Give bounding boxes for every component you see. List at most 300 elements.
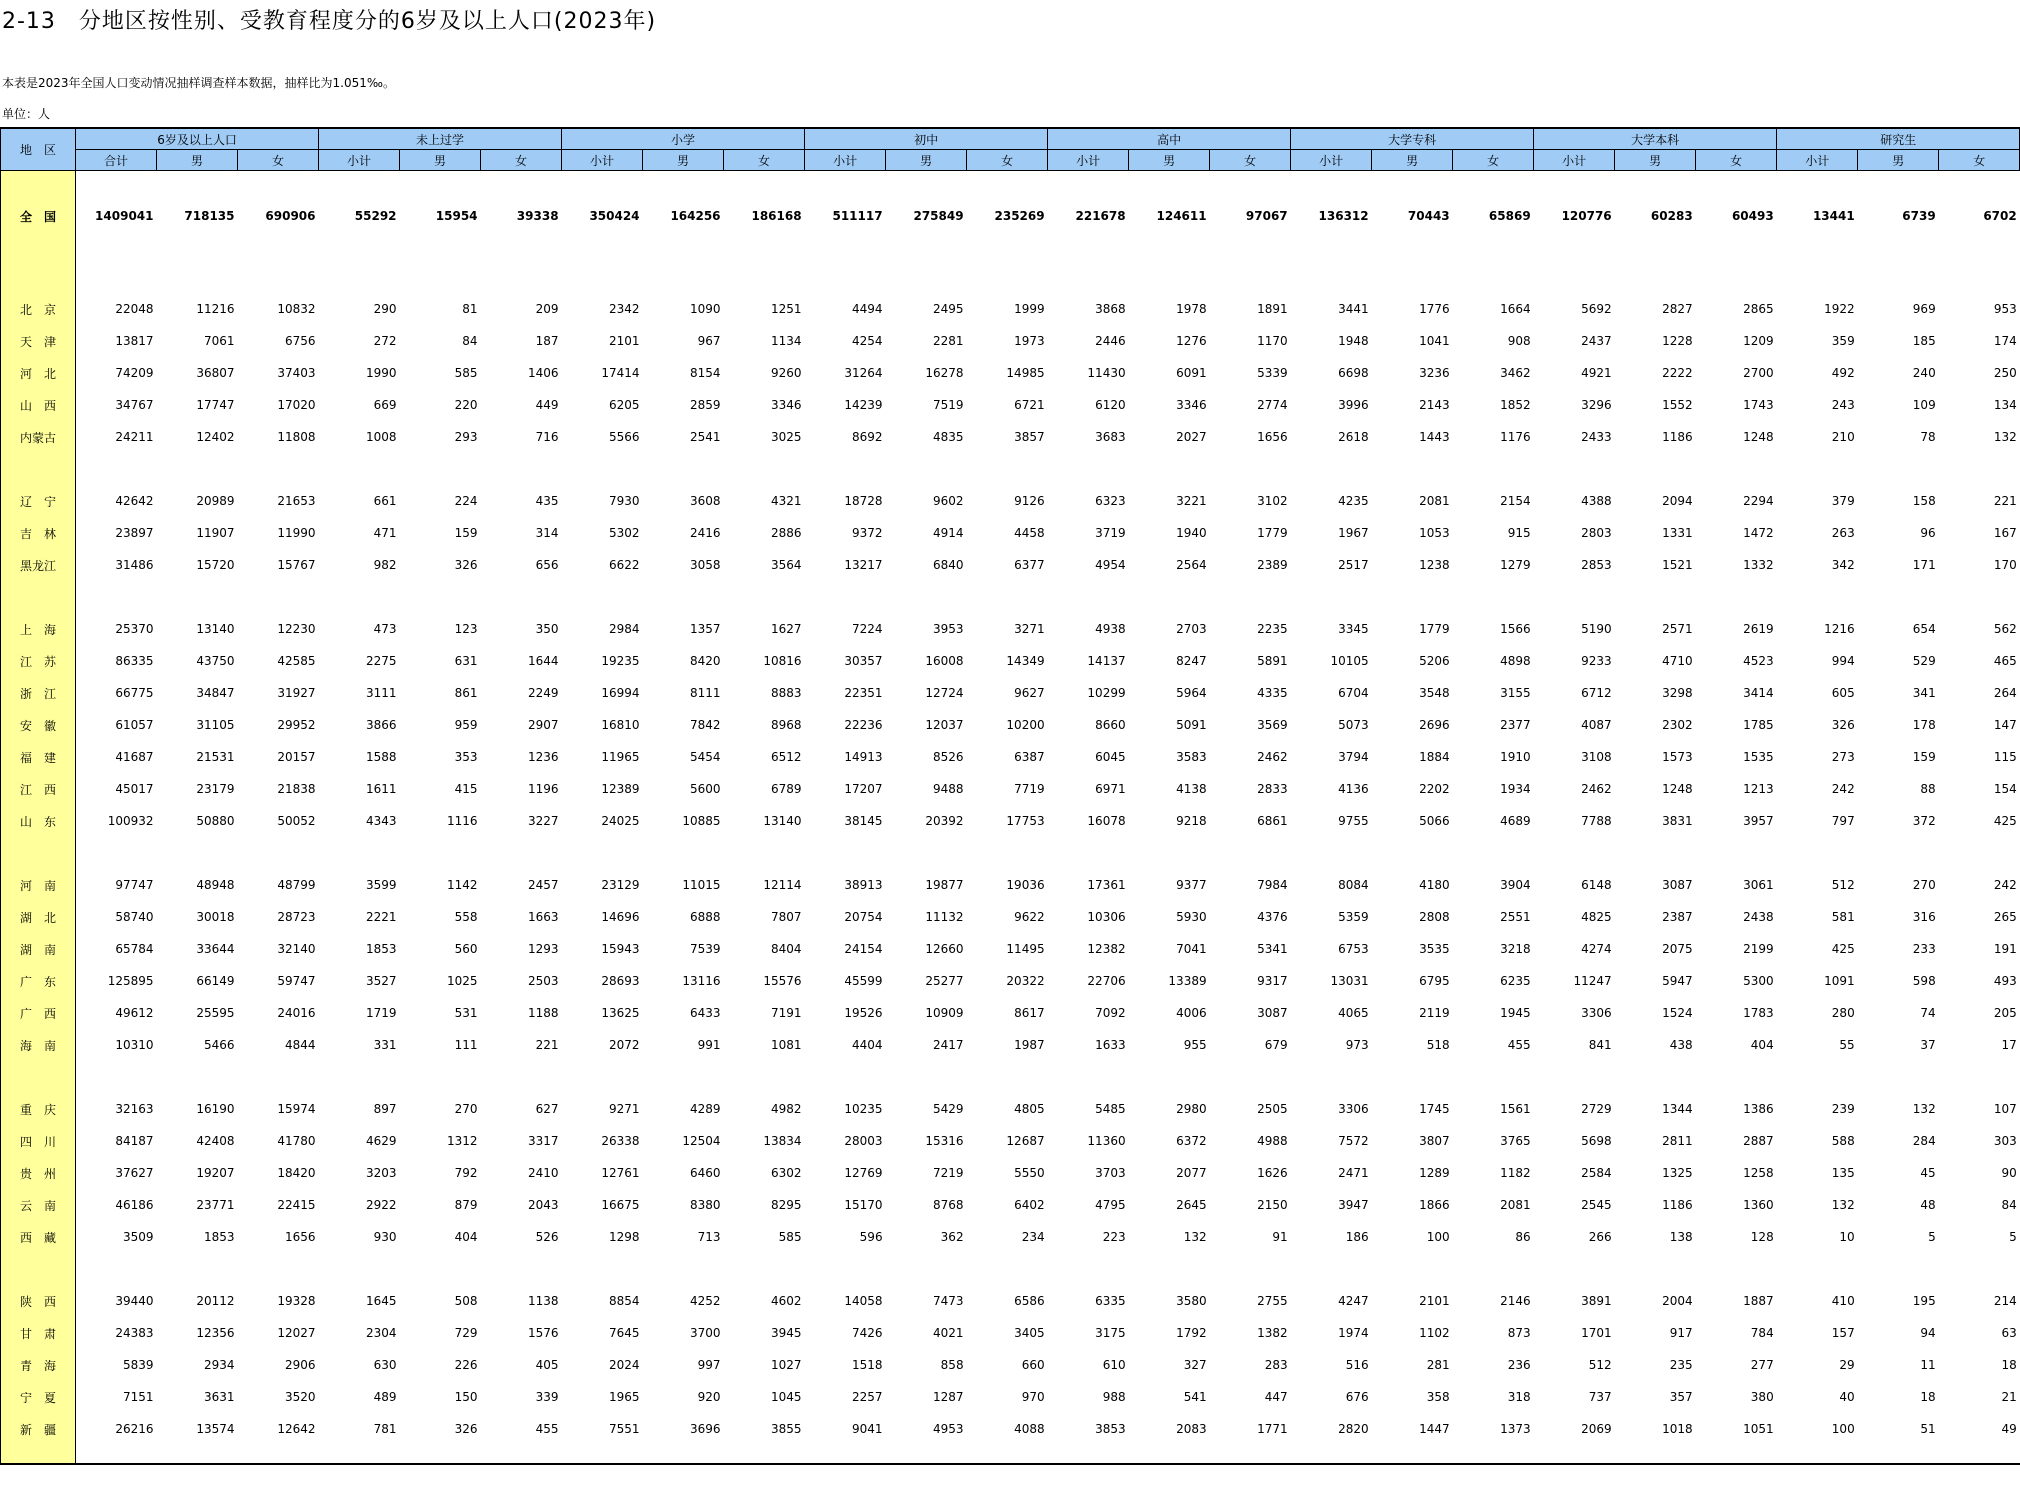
value-cell: 2446 xyxy=(1095,334,1126,348)
value-cell: 4954 xyxy=(1095,558,1126,572)
region-cell: 广 西 xyxy=(1,997,76,1029)
spacer-row xyxy=(1,1445,2020,1464)
value-cell: 4795 xyxy=(1095,1198,1126,1212)
value-cell: 679 xyxy=(1264,1038,1288,1052)
region-cell xyxy=(1,1061,76,1093)
value-cell: 350 xyxy=(535,622,559,636)
value-cell: 6712 xyxy=(1581,686,1612,700)
value-cell: 1922 xyxy=(1824,302,1855,316)
value-cell: 8295 xyxy=(771,1198,802,1212)
region-cell: 北 京 xyxy=(1,293,76,325)
value-cell: 1999 xyxy=(1014,302,1045,316)
value-cell: 94 xyxy=(1920,1326,1936,1340)
value-cell: 2081 xyxy=(1419,494,1450,508)
value-cell: 11360 xyxy=(1087,1134,1126,1148)
value-cell: 15720 xyxy=(196,558,235,572)
value-cell: 2154 xyxy=(1500,494,1531,508)
value-cell: 3857 xyxy=(1014,430,1045,444)
value-cell: 425 xyxy=(1993,814,2017,828)
value-cell: 28003 xyxy=(844,1134,883,1148)
value-cell: 3696 xyxy=(690,1422,721,1436)
value-cell: 187 xyxy=(535,334,559,348)
sub-header: 女 xyxy=(967,150,1048,171)
value-cell: 9260 xyxy=(771,366,802,380)
value-cell: 6888 xyxy=(690,910,721,924)
group-header: 大学专科 xyxy=(1291,128,1534,150)
value-cell: 174 xyxy=(1993,334,2017,348)
value-cell: 3583 xyxy=(1176,750,1207,764)
value-cell: 15576 xyxy=(763,974,802,988)
value-cell: 3520 xyxy=(284,1390,316,1404)
value-cell: 1472 xyxy=(1743,526,1774,540)
value-cell: 2696 xyxy=(1419,718,1450,732)
value-cell: 11132 xyxy=(925,910,964,924)
value-cell: 2811 xyxy=(1662,1134,1693,1148)
value-cell: 233 xyxy=(1912,942,1936,956)
value-cell: 1331 xyxy=(1662,526,1693,540)
value-cell: 5550 xyxy=(1014,1166,1045,1180)
value-cell: 167 xyxy=(1993,526,2017,540)
value-cell: 630 xyxy=(373,1358,397,1372)
value-cell: 1743 xyxy=(1743,398,1774,412)
value-cell: 660 xyxy=(1021,1358,1045,1372)
value-cell: 9755 xyxy=(1338,814,1369,828)
value-cell: 953 xyxy=(1993,302,2017,316)
value-cell: 48 xyxy=(1920,1198,1936,1212)
value-cell: 492 xyxy=(1831,366,1855,380)
table-row xyxy=(1,869,2020,901)
value-cell: 25595 xyxy=(196,1006,235,1020)
empty-cell xyxy=(76,453,2020,485)
value-cell: 6739 xyxy=(1902,209,1936,223)
value-cell: 24154 xyxy=(844,942,883,956)
group-header: 6岁及以上人口 xyxy=(76,128,319,150)
value-cell: 17361 xyxy=(1087,878,1126,892)
value-cell: 1196 xyxy=(528,782,559,796)
value-cell: 6302 xyxy=(771,1166,802,1180)
value-cell: 661 xyxy=(373,494,397,508)
value-cell: 1287 xyxy=(933,1390,964,1404)
value-cell: 2075 xyxy=(1662,942,1693,956)
value-cell: 37 xyxy=(1920,1038,1936,1052)
value-cell: 17414 xyxy=(601,366,640,380)
value-cell: 20392 xyxy=(925,814,964,828)
value-cell: 2853 xyxy=(1581,558,1612,572)
value-cell: 6091 xyxy=(1176,366,1207,380)
value-cell: 2094 xyxy=(1662,494,1693,508)
table-row xyxy=(1,1285,2020,1317)
value-cell: 6402 xyxy=(1014,1198,1045,1212)
page-title: 2-13 分地区按性别、受教育程度分的6岁及以上人口(2023年) xyxy=(2,9,657,34)
value-cell: 3945 xyxy=(771,1326,802,1340)
value-cell: 55292 xyxy=(354,209,397,223)
value-cell: 6335 xyxy=(1095,1294,1126,1308)
value-cell: 1588 xyxy=(365,750,397,764)
value-cell: 1771 xyxy=(1257,1422,1288,1436)
value-cell: 1576 xyxy=(528,1326,559,1340)
value-cell: 273 xyxy=(1831,750,1855,764)
value-cell: 447 xyxy=(1264,1390,1288,1404)
value-cell: 359 xyxy=(1831,334,1855,348)
value-cell: 3236 xyxy=(1419,366,1450,380)
value-cell: 9602 xyxy=(933,494,964,508)
header-row-sub xyxy=(1,150,2020,171)
value-cell: 55 xyxy=(1839,1038,1855,1052)
value-cell: 5206 xyxy=(1419,654,1450,668)
sub-header: 小计 xyxy=(805,150,886,171)
value-cell: 9218 xyxy=(1176,814,1207,828)
value-cell: 132 xyxy=(1912,1102,1936,1116)
value-cell: 65784 xyxy=(115,942,154,956)
sub-header: 男 xyxy=(1858,150,1939,171)
value-cell: 1409041 xyxy=(95,209,154,223)
value-cell: 14696 xyxy=(601,910,640,924)
value-cell: 41687 xyxy=(115,750,154,764)
value-cell: 11430 xyxy=(1087,366,1126,380)
value-cell: 21531 xyxy=(196,750,235,764)
value-cell: 15767 xyxy=(277,558,316,572)
value-cell: 5600 xyxy=(690,782,721,796)
value-cell: 8768 xyxy=(933,1198,964,1212)
value-cell: 1664 xyxy=(1500,302,1531,316)
value-cell: 1186 xyxy=(1662,430,1693,444)
value-cell: 879 xyxy=(454,1198,478,1212)
value-cell: 13574 xyxy=(196,1422,235,1436)
value-cell: 2703 xyxy=(1176,622,1207,636)
value-cell: 676 xyxy=(1345,1390,1369,1404)
value-cell: 7788 xyxy=(1581,814,1612,828)
value-cell: 1663 xyxy=(528,910,559,924)
region-cell: 海 南 xyxy=(1,1029,76,1061)
value-cell: 2833 xyxy=(1257,782,1288,796)
value-cell: 314 xyxy=(535,526,559,540)
value-cell: 66775 xyxy=(115,686,154,700)
value-cell: 2235 xyxy=(1257,622,1288,636)
value-cell: 9488 xyxy=(933,782,964,796)
value-cell: 1081 xyxy=(771,1038,802,1052)
value-cell: 581 xyxy=(1831,910,1855,924)
value-cell: 284 xyxy=(1912,1134,1936,1148)
value-cell: 2221 xyxy=(365,910,397,924)
value-cell: 25277 xyxy=(925,974,964,988)
value-cell: 3719 xyxy=(1095,526,1126,540)
value-cell: 290 xyxy=(373,302,397,316)
value-cell: 7807 xyxy=(771,910,802,924)
value-cell: 136312 xyxy=(1318,209,1369,223)
table-row xyxy=(1,805,2020,837)
value-cell: 415 xyxy=(454,782,478,796)
value-cell: 1251 xyxy=(771,302,802,316)
value-cell: 654 xyxy=(1912,622,1936,636)
value-cell: 220 xyxy=(454,398,478,412)
value-cell: 18 xyxy=(1920,1390,1936,1404)
value-cell: 28723 xyxy=(277,910,316,924)
value-cell: 511117 xyxy=(832,209,883,223)
value-cell: 2729 xyxy=(1581,1102,1612,1116)
value-cell: 4343 xyxy=(365,814,397,828)
value-cell: 3891 xyxy=(1581,1294,1612,1308)
value-cell: 1852 xyxy=(1500,398,1531,412)
value-cell: 7842 xyxy=(690,718,721,732)
sub-header: 小计 xyxy=(319,150,400,171)
value-cell: 8968 xyxy=(771,718,802,732)
value-cell: 61057 xyxy=(115,718,154,732)
value-cell: 49612 xyxy=(115,1006,154,1020)
value-cell: 5 xyxy=(2009,1230,2017,1244)
value-cell: 2101 xyxy=(609,334,640,348)
value-cell: 1884 xyxy=(1419,750,1450,764)
value-cell: 4835 xyxy=(933,430,964,444)
value-cell: 240 xyxy=(1912,366,1936,380)
empty-cell xyxy=(76,837,2020,869)
table-row xyxy=(1,293,2020,325)
value-cell: 1866 xyxy=(1419,1198,1450,1212)
value-cell: 4914 xyxy=(933,526,964,540)
value-cell: 7426 xyxy=(852,1326,883,1340)
value-cell: 132 xyxy=(1183,1230,1207,1244)
value-cell: 2077 xyxy=(1176,1166,1207,1180)
value-cell: 2437 xyxy=(1581,334,1612,348)
value-cell: 841 xyxy=(1588,1038,1612,1052)
value-cell: 19526 xyxy=(844,1006,883,1020)
value-cell: 1853 xyxy=(203,1230,235,1244)
value-cell: 13217 xyxy=(844,558,883,572)
value-cell: 1325 xyxy=(1662,1166,1693,1180)
value-cell: 6235 xyxy=(1500,974,1531,988)
value-cell: 272 xyxy=(373,334,397,348)
value-cell: 15974 xyxy=(277,1102,316,1116)
value-cell: 316 xyxy=(1912,910,1936,924)
value-cell: 270 xyxy=(454,1102,478,1116)
value-cell: 17747 xyxy=(196,398,235,412)
value-cell: 6698 xyxy=(1338,366,1369,380)
value-cell: 1779 xyxy=(1257,526,1288,540)
value-cell: 3108 xyxy=(1581,750,1612,764)
value-cell: 100932 xyxy=(107,814,154,828)
value-cell: 1611 xyxy=(365,782,397,796)
value-cell: 12027 xyxy=(277,1326,316,1340)
value-cell: 969 xyxy=(1912,302,1936,316)
value-cell: 8854 xyxy=(609,1294,640,1308)
value-cell: 1656 xyxy=(1257,430,1288,444)
value-cell: 3868 xyxy=(1095,302,1126,316)
value-cell: 982 xyxy=(373,558,397,572)
value-cell: 3509 xyxy=(122,1230,154,1244)
spacer-row xyxy=(1,1253,2020,1285)
value-cell: 14985 xyxy=(1006,366,1045,380)
value-cell: 15316 xyxy=(925,1134,964,1148)
value-cell: 4021 xyxy=(933,1326,964,1340)
value-cell: 7041 xyxy=(1176,942,1207,956)
region-cell: 湖 南 xyxy=(1,933,76,965)
value-cell: 915 xyxy=(1507,526,1531,540)
table-row xyxy=(1,901,2020,933)
value-cell: 10885 xyxy=(682,814,721,828)
value-cell: 4805 xyxy=(1014,1102,1045,1116)
value-cell: 22415 xyxy=(277,1198,316,1212)
value-cell: 1406 xyxy=(528,366,559,380)
value-cell: 36807 xyxy=(196,366,235,380)
value-cell: 2043 xyxy=(528,1198,559,1212)
value-cell: 3296 xyxy=(1581,398,1612,412)
region-cell: 吉 林 xyxy=(1,517,76,549)
unit-label: 单位：人 xyxy=(2,107,51,121)
value-cell: 2024 xyxy=(609,1358,640,1372)
value-cell: 100 xyxy=(1426,1230,1450,1244)
value-cell: 438 xyxy=(1669,1038,1693,1052)
value-cell: 23771 xyxy=(196,1198,235,1212)
value-cell: 5429 xyxy=(933,1102,964,1116)
value-cell: 585 xyxy=(778,1230,802,1244)
region-cell: 河 南 xyxy=(1,869,76,901)
value-cell: 22706 xyxy=(1087,974,1126,988)
value-cell: 1312 xyxy=(446,1134,478,1148)
value-cell: 1357 xyxy=(690,622,721,636)
value-cell: 29952 xyxy=(277,718,316,732)
value-cell: 1745 xyxy=(1419,1102,1450,1116)
value-cell: 45599 xyxy=(844,974,883,988)
value-cell: 6753 xyxy=(1338,942,1369,956)
value-cell: 96 xyxy=(1920,526,1936,540)
value-cell: 558 xyxy=(454,910,478,924)
value-cell: 12114 xyxy=(763,878,802,892)
value-cell: 5190 xyxy=(1581,622,1612,636)
value-cell: 111 xyxy=(454,1038,478,1052)
value-cell: 7930 xyxy=(609,494,640,508)
value-cell: 1443 xyxy=(1419,430,1450,444)
value-cell: 2417 xyxy=(933,1038,964,1052)
region-cell: 四 川 xyxy=(1,1125,76,1157)
value-cell: 147 xyxy=(1993,718,2017,732)
value-cell: 2906 xyxy=(284,1358,316,1372)
value-cell: 6205 xyxy=(609,398,640,412)
table-row xyxy=(1,357,2020,389)
value-cell: 6045 xyxy=(1095,750,1126,764)
value-cell: 11216 xyxy=(196,302,235,316)
value-cell: 209 xyxy=(535,302,559,316)
region-cell: 山 西 xyxy=(1,389,76,421)
value-cell: 797 xyxy=(1831,814,1855,828)
region-cell: 甘 肃 xyxy=(1,1317,76,1349)
value-cell: 6622 xyxy=(609,558,640,572)
value-cell: 4247 xyxy=(1338,1294,1369,1308)
value-cell: 2150 xyxy=(1257,1198,1288,1212)
value-cell: 1213 xyxy=(1743,782,1774,796)
value-cell: 158 xyxy=(1912,494,1936,508)
region-cell: 江 苏 xyxy=(1,645,76,677)
value-cell: 12642 xyxy=(277,1422,316,1436)
value-cell: 4321 xyxy=(771,494,802,508)
value-cell: 350424 xyxy=(589,209,640,223)
value-cell: 2119 xyxy=(1419,1006,1450,1020)
value-cell: 15170 xyxy=(844,1198,883,1212)
value-cell: 32140 xyxy=(277,942,316,956)
value-cell: 5359 xyxy=(1338,910,1369,924)
value-cell: 781 xyxy=(373,1422,397,1436)
value-cell: 97747 xyxy=(115,878,154,892)
value-cell: 920 xyxy=(697,1390,721,1404)
value-cell: 1138 xyxy=(528,1294,559,1308)
table-row xyxy=(1,709,2020,741)
value-cell: 897 xyxy=(373,1102,397,1116)
value-cell: 585 xyxy=(454,366,478,380)
value-cell: 3947 xyxy=(1338,1198,1369,1212)
region-header: 地 区 xyxy=(1,128,76,171)
value-cell: 91 xyxy=(1272,1230,1288,1244)
region-cell: 内蒙古 xyxy=(1,421,76,453)
value-cell: 2551 xyxy=(1500,910,1531,924)
value-cell: 2438 xyxy=(1743,910,1774,924)
value-cell: 5964 xyxy=(1176,686,1207,700)
empty-cell xyxy=(76,1061,2020,1093)
value-cell: 2302 xyxy=(1662,718,1693,732)
value-cell: 45 xyxy=(1920,1166,1936,1180)
value-cell: 30357 xyxy=(844,654,883,668)
spacer-row xyxy=(1,581,2020,613)
value-cell: 150 xyxy=(454,1390,478,1404)
value-cell: 4404 xyxy=(852,1038,883,1052)
value-cell: 16810 xyxy=(601,718,640,732)
value-cell: 341 xyxy=(1912,686,1936,700)
value-cell: 12402 xyxy=(196,430,235,444)
value-cell: 512 xyxy=(1588,1358,1612,1372)
value-cell: 14349 xyxy=(1006,654,1045,668)
value-cell: 1853 xyxy=(365,942,397,956)
value-cell: 6433 xyxy=(690,1006,721,1020)
value-cell: 84 xyxy=(2001,1198,2017,1212)
value-cell: 6377 xyxy=(1014,558,1045,572)
value-cell: 4006 xyxy=(1176,1006,1207,1020)
value-cell: 48799 xyxy=(277,878,316,892)
value-cell: 164256 xyxy=(670,209,721,223)
value-cell: 100 xyxy=(1831,1422,1855,1436)
value-cell: 18728 xyxy=(844,494,883,508)
value-cell: 2004 xyxy=(1662,1294,1693,1308)
table-row xyxy=(1,645,2020,677)
value-cell: 4088 xyxy=(1014,1422,1045,1436)
value-cell: 1934 xyxy=(1500,782,1531,796)
value-cell: 234 xyxy=(1021,1230,1045,1244)
value-cell: 14137 xyxy=(1087,654,1126,668)
value-cell: 784 xyxy=(1750,1326,1774,1340)
value-cell: 2934 xyxy=(203,1358,235,1372)
value-cell: 1521 xyxy=(1662,558,1693,572)
group-header: 初中 xyxy=(805,128,1048,150)
value-cell: 5454 xyxy=(690,750,721,764)
value-cell: 2462 xyxy=(1581,782,1612,796)
value-cell: 2410 xyxy=(528,1166,559,1180)
value-cell: 380 xyxy=(1750,1390,1774,1404)
value-cell: 3765 xyxy=(1500,1134,1531,1148)
value-cell: 50052 xyxy=(277,814,316,828)
table-row xyxy=(1,1189,2020,1221)
value-cell: 6795 xyxy=(1419,974,1450,988)
region-cell: 青 海 xyxy=(1,1349,76,1381)
value-cell: 12356 xyxy=(196,1326,235,1340)
value-cell: 5566 xyxy=(609,430,640,444)
sub-header: 男 xyxy=(1129,150,1210,171)
value-cell: 1948 xyxy=(1338,334,1369,348)
value-cell: 2202 xyxy=(1419,782,1450,796)
value-cell: 38913 xyxy=(844,878,883,892)
value-cell: 25370 xyxy=(115,622,154,636)
value-cell: 465 xyxy=(1993,654,2017,668)
value-cell: 2027 xyxy=(1176,430,1207,444)
region-cell: 云 南 xyxy=(1,1189,76,1221)
sub-header: 女 xyxy=(481,150,562,171)
value-cell: 205 xyxy=(1993,1006,2017,1020)
value-cell: 5300 xyxy=(1743,974,1774,988)
